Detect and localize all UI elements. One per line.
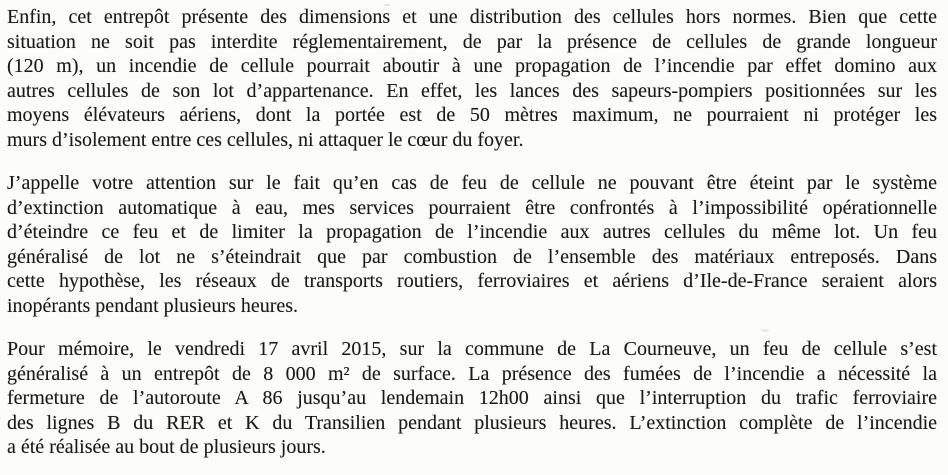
text-line: (120 m), un incendie de cellule pourrait aboutir à une propagation de l’incendie par effet domino aux: [7, 55, 937, 77]
scan-artifact: [836, 112, 839, 115]
text-line: moyens élévateurs aériens, dont la portée est de 50 mètres maximum, ne pourraient ni protéger les: [7, 104, 937, 126]
scan-artifact: [761, 329, 769, 332]
text-line: J’appelle votre attention sur le fait qu’en cas de feu de cellule ne pouvant être éteint par le système: [7, 172, 937, 194]
text-line: d’éteindre ce feu et de limiter la propagation de l’incendie aux autres cellules du même lot. Un feu: [7, 221, 937, 243]
text-line: fermeture de l’autoroute A 86 jusqu’au lendemain 12h00 ainsi que l’interruption du trafic ferroviaire: [7, 387, 937, 409]
paragraph-extinction-warning: [7, 171, 937, 318]
text-line: inopérants pendant plusieurs heures.: [7, 294, 299, 317]
text-line: des lignes B du RER et K du Transilien pendant plusieurs heures. L’extinction complète de l’incendie: [7, 411, 937, 434]
text-line: cette hypothèse, les réseaux de transports routiers, ferroviaires et aériens d’Ile-de-France seraient alors: [7, 270, 937, 292]
text-line: Enfin, cet entrepôt présente des dimensions et une distribution des cellules hors normes. Bien que cette: [7, 6, 937, 28]
paragraph-la-courneuve-example: [7, 337, 937, 460]
text-line: situation ne soit pas interdite réglementairement, de par la présence de cellules de grande longueur: [7, 30, 937, 53]
text-line: a été réalisée au bout de plusieurs jours.: [7, 436, 326, 458]
text-line: généralisé à un entrepôt de 8 000 m² de surface. La présence des fumées de l’incendie a nécessité la: [7, 362, 937, 385]
paragraph-warehouse-dimensions: [7, 5, 937, 152]
text-line: d’extinction automatique à eau, mes services pourraient être confrontés à l’impossibilité opérationnelle: [7, 196, 937, 219]
scan-artifact: [384, 4, 390, 6]
text-line: murs d’isolement entre ces cellules, ni attaquer le cœur du foyer.: [7, 128, 524, 151]
text-line: autres cellules de son lot d’appartenance. En effet, les lances des sapeurs-pompiers positionnées sur les: [7, 79, 937, 102]
text-line: Pour mémoire, le vendredi 17 avril 2015, sur la commune de La Courneuve, un feu de cellule s’est: [7, 338, 937, 360]
text-line: généralisé de lot ne s’éteindrait que par combustion de l’ensemble des matériaux entreposés. Dans: [7, 245, 937, 268]
